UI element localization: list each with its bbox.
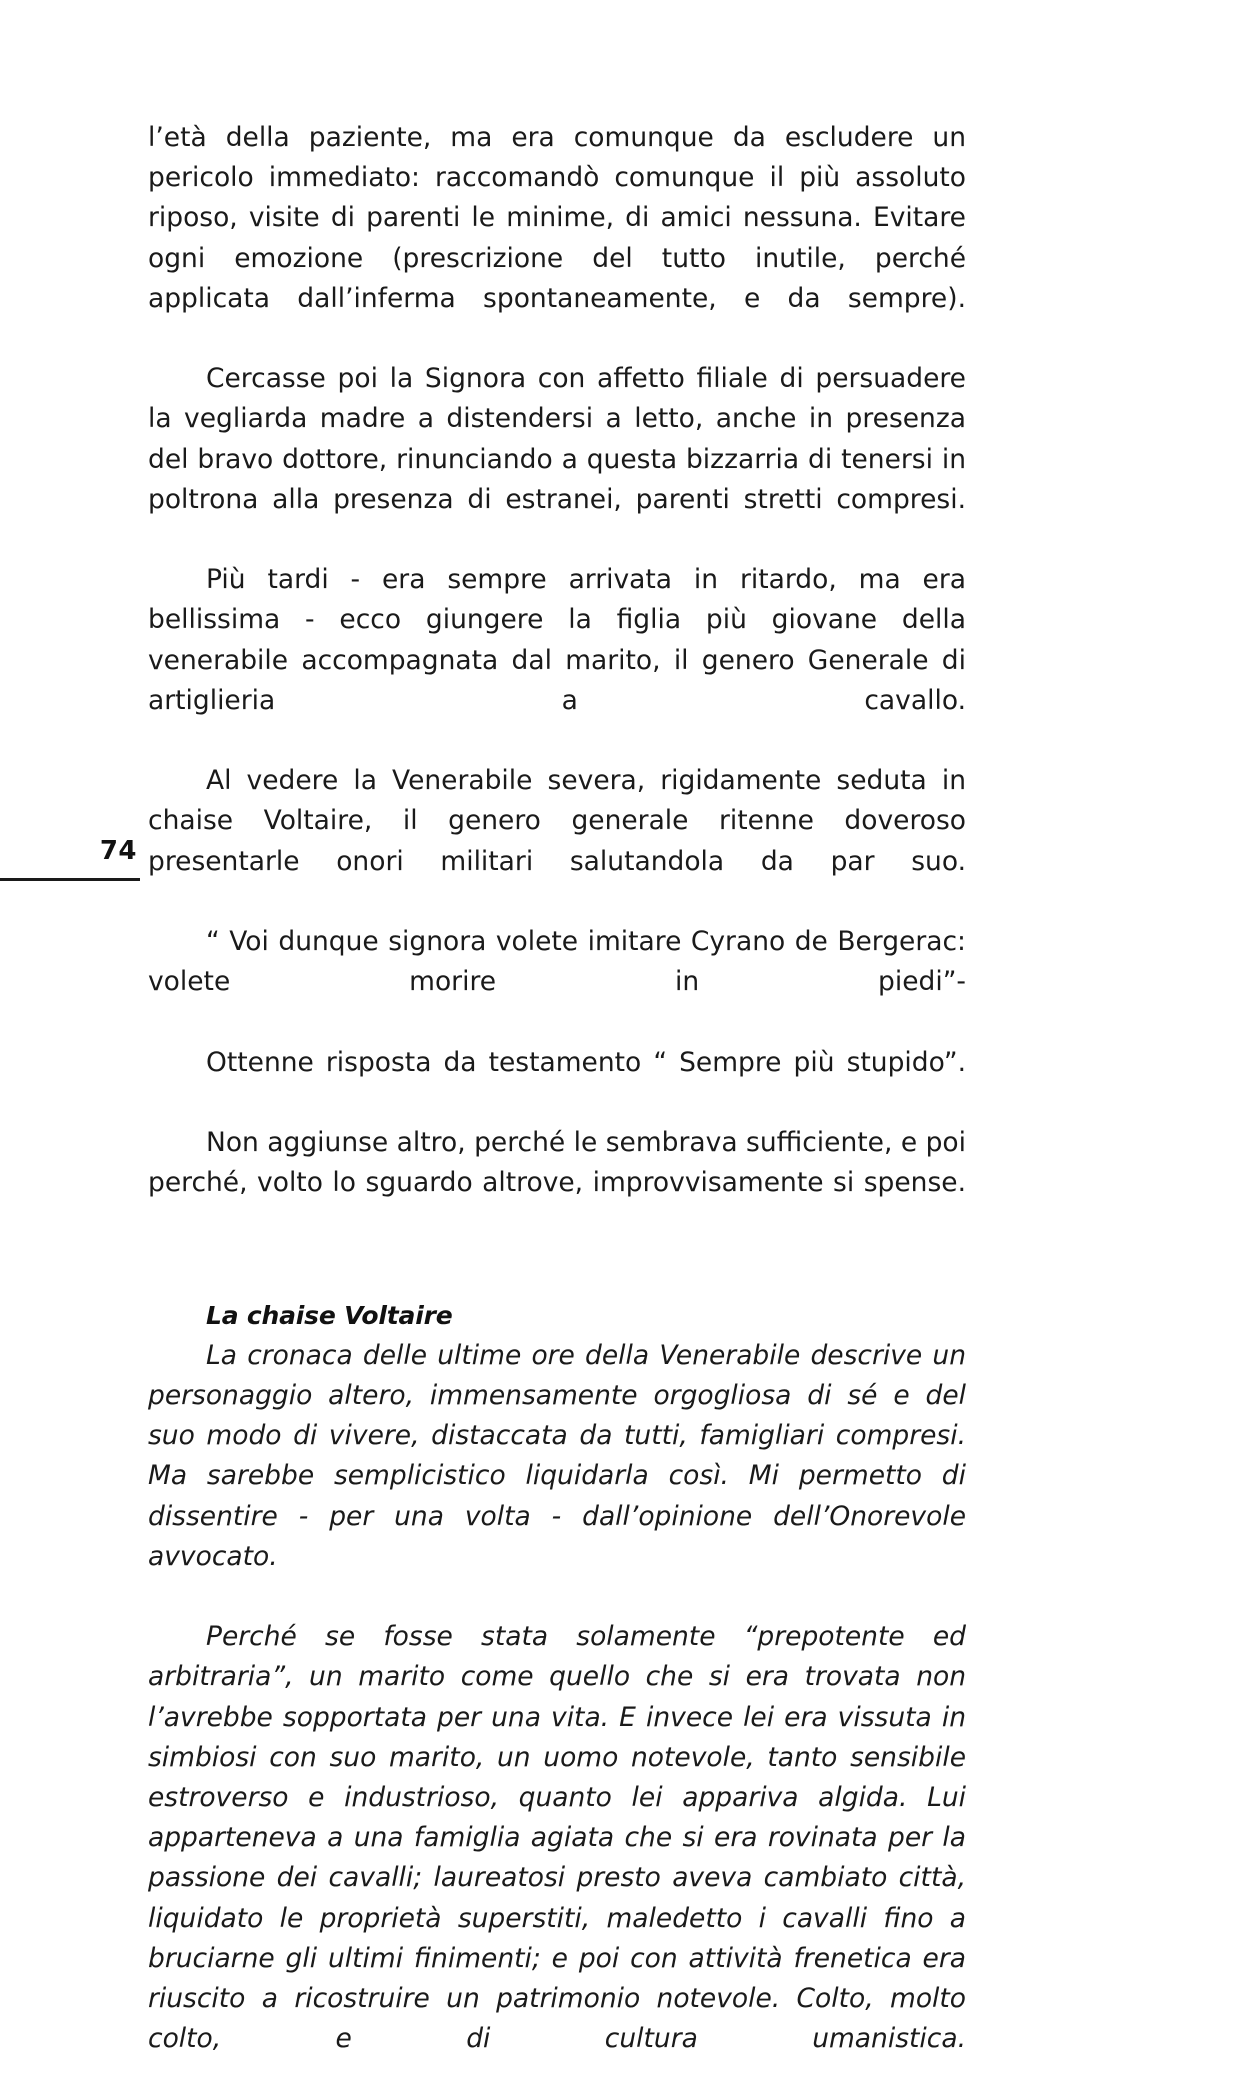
paragraph: l’età della paziente, ma era comunque da escludere un pericolo immediato: raccomandò comunque il più assoluto riposo, visite di parenti le minime, di amici nessuna. Evitare ogni emozione (prescrizione del tutto inutile, perché applicata dall’inferma spontaneamente, e da sempre). <box>148 122 966 314</box>
paragraph: Perché se fosse stata solamente “prepotente ed arbitraria”, un marito come quello che si era trovata non l’avrebbe sopportata per una vita. E invece lei era vissuta in simbiosi con suo marito, un uomo notevole, tanto sensibile estroverso e industrioso, quanto lei appariva algida. Lui apparteneva a una famiglia agiata che si era rovinata per la passione dei cavalli; laureatosi presto aveva cambiato città, liquidato le proprietà superstiti, maledetto i cavalli fino a bruciarne gli ultimi finimenti; e poi con attività frenetica era riuscito a ricostruire un patrimonio notevole. Colto, molto colto, e di cultura umanistica. <box>148 1621 966 2055</box>
section-heading: La chaise Voltaire <box>206 1300 453 1330</box>
page-number: 74 <box>99 836 137 866</box>
folio-block <box>0 838 140 881</box>
paragraph: La cronaca delle ultime ore della Venerabile descrive un personaggio altero, immensamente orgogliosa di sé e del suo modo di vivere, distaccata da tutti, famigliari compresi. Ma sarebbe semplicistico liquidarla così. Mi permetto di dissentire - per una volta - dall’opinione dell’Onorevole avvocato. <box>148 1339 966 1572</box>
paragraph: Non aggiunse altro, perché le sembrava sufficiente, e poi perché, volto lo sguardo altrove, improvvisamente si spense. <box>148 1127 966 1199</box>
folio-rule <box>0 878 140 881</box>
main-text-column <box>148 118 966 2100</box>
paragraph: Ottenne risposta da testamento “ Sempre più stupido”. <box>206 1046 966 1078</box>
paragraph: Al vedere la Venerabile severa, rigidamente seduta in chaise Voltaire, il genero generale ritenne doveroso presentarle onori militari salutandola da par suo. <box>148 765 966 877</box>
paragraph: Cercasse poi la Signora con affetto filiale di persuadere la vegliarda madre a distendersi a letto, anche in presenza del bravo dottore, rinunciando a questa bizzarria di tenersi in poltrona alla presenza di estranei, parenti stretti compresi. <box>148 363 966 515</box>
paragraph: “ Voi dunque signora volete imitare Cyrano de Bergerac: volete morire in piedi”- <box>148 926 966 998</box>
paragraph: Più tardi - era sempre arrivata in ritardo, ma era bellissima - ecco giungere la figlia più giovane della venerabile accompagnata dal marito, il genero Generale di artiglieria a cavallo. <box>148 564 966 716</box>
section-spacer <box>148 1244 966 1296</box>
